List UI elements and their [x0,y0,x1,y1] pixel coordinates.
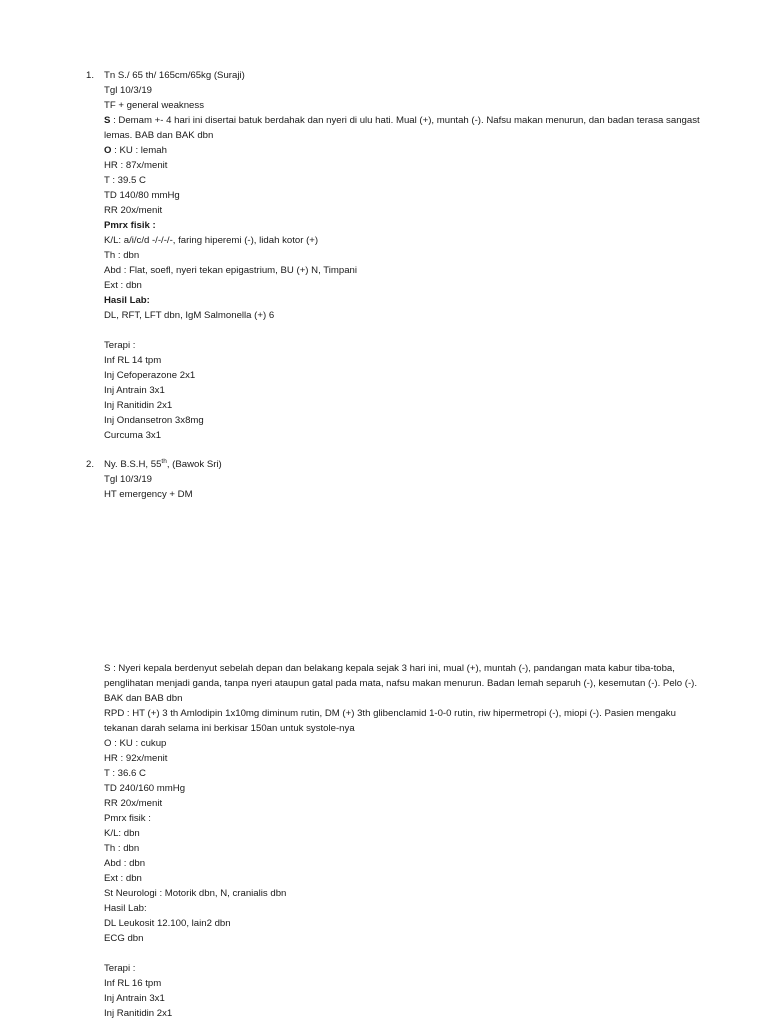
exam-line: HR : 92x/menit [104,753,168,764]
therapy-item: Inj Ranitidin 2x1 [104,1008,173,1019]
therapy-item: Inf RL 14 tpm [104,355,162,366]
therapy-item: Inf RL 16 tpm [104,978,162,989]
subjective-text: : Demam +- 4 hari ini disertai batuk berdahak dan nyeri di ulu hati. Mual (+), muntah (-). Nafsu makan menurun, dan badan terasa sangast lemas. BAB dan BAK dbn [104,115,700,141]
subjective-paragraph [104,113,706,143]
case-entry-1 [86,68,706,443]
date-line: Tgl 10/3/19 [104,474,153,485]
physical-exam-label: Pmrx fisik : [104,220,156,231]
therapy-item: Curcuma 3x1 [104,430,162,441]
therapy-item: Inj Antrain 3x1 [104,385,165,396]
therapy-label: Terapi : [104,340,136,351]
exam-line: DL Leukosit 12.100, lain2 dbn [104,918,231,929]
lab-result-line: DL, RFT, LFT dbn, IgM Salmonella (+) 6 [104,310,275,321]
subjective-label: S [104,115,111,126]
exam-line: Abd : dbn [104,858,146,869]
date-line: Tgl 10/3/19 [104,85,153,96]
exam-line: T : 36.6 C [104,768,146,779]
case-2-details [86,661,706,1021]
exam-line: TD 240/160 mmHg [104,783,186,794]
patient-header: Ny. B.S.H, 55th, (Bawok Sri) [104,457,222,470]
therapy-item: Inj Cefoperazone 2x1 [104,370,196,381]
objective-label: O [104,145,112,156]
heart-rate-line: HR : 87x/menit [104,160,168,171]
exam-line: ECG dbn [104,933,144,944]
exam-line: St Neurologi : Motorik dbn, N, cranialis dbn [104,888,287,899]
objective-line [104,143,706,158]
head-neck-line: K/L: a/i/c/d -/-/-/-, faring hiperemi (-), lidah kotor (+) [104,235,319,246]
blood-pressure-line: TD 140/80 mmHg [104,190,180,201]
thorax-line: Th : dbn [104,250,140,261]
exam-line: Hasil Lab: [104,903,147,914]
case-entry-2 [86,457,706,502]
exam-line: Pmrx fisik : [104,813,151,824]
therapy-label: Terapi : [104,963,136,974]
therapy-list [104,976,706,1021]
temperature-line: T : 39.5 C [104,175,146,186]
abdomen-line: Abd : Flat, soefl, nyeri tekan epigastrium, BU (+) N, Timpani [104,265,358,276]
objective-text: : KU : lemah [111,145,167,156]
exam-line: K/L: dbn [104,828,140,839]
exam-line: RR 20x/menit [104,798,163,809]
exam-line: Th : dbn [104,843,140,854]
diagnosis-line: HT emergency + DM [104,489,193,500]
lab-label: Hasil Lab: [104,295,150,306]
subjective-paragraph: S : Nyeri kepala berdenyut sebelah depan dan belakang kepala sejak 3 hari ini, mual (+), muntah (-), pandangan mata kabur tiba-toba, penglihatan menjadi ganda, tanpa nyeri ataupun gatal pada mata, nafsu makan menurun. Badan lemah separuh (-), kesemutan (-). Pelo (-). BAK dan BAB dbn [104,663,698,704]
extremities-line: Ext : dbn [104,280,142,291]
patient-header: Tn S./ 65 th/ 165cm/65kg (Suraji) [104,70,245,81]
therapy-list [104,353,706,443]
exam-line: Ext : dbn [104,873,142,884]
therapy-item: Inj Antrain 3x1 [104,993,165,1004]
exam-line: O : KU : cukup [104,738,167,749]
respiratory-rate-line: RR 20x/menit [104,205,163,216]
therapy-item: Inj Ondansetron 3x8mg [104,415,204,426]
list-number: 1. [86,70,95,81]
list-number: 2. [86,459,95,470]
therapy-item: Inj Ranitidin 2x1 [104,400,173,411]
diagnosis-line: TF + general weakness [104,100,204,111]
past-history-paragraph: RPD : HT (+) 3 th Amlodipin 1x10mg diminum rutin, DM (+) 3th glibenclamid 1-0-0 rutin, riw hipermetropi (-), miopi (-). Pasien mengaku tekanan darah selama ini berkisar 150an untuk systole-nya [104,708,676,734]
